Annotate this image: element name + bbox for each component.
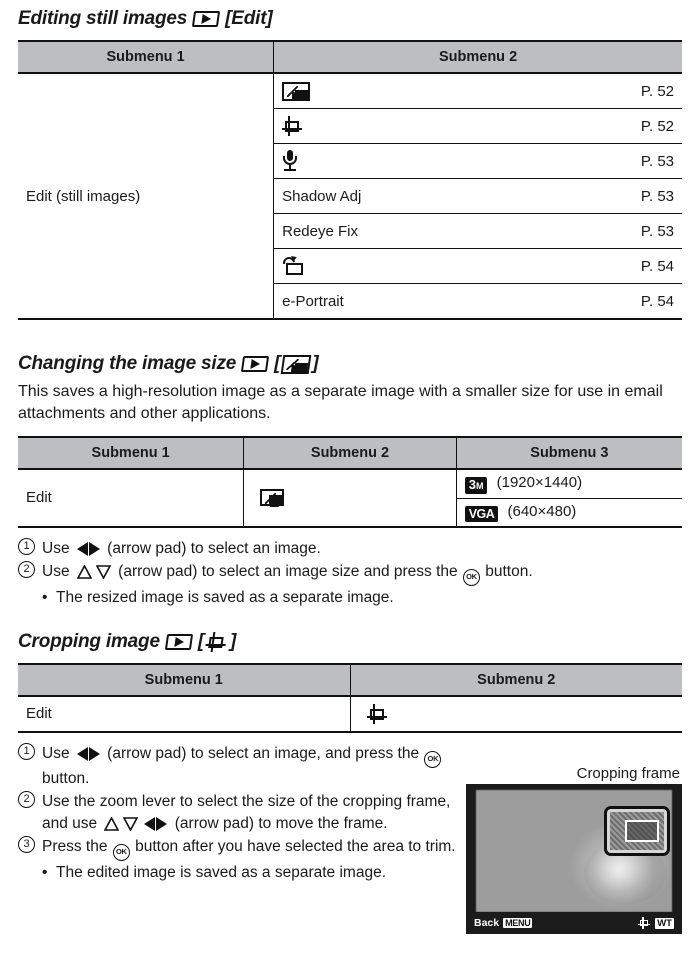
steps-changing-image-size xyxy=(18,538,682,609)
heading-label: Cropping image xyxy=(18,630,160,652)
step-item xyxy=(18,791,463,835)
heading-bracket xyxy=(274,353,318,375)
resize-icon xyxy=(281,355,312,374)
bracket-close: ] xyxy=(312,353,319,374)
cropping-frame-widget xyxy=(604,806,670,856)
arrow-pad-left-right-icon xyxy=(144,817,167,831)
crop-icon xyxy=(359,700,675,728)
step-item xyxy=(18,836,463,861)
cell-submenu1-value xyxy=(18,696,350,732)
cell-submenu2[interactable] xyxy=(274,109,682,144)
crop-thumbnail xyxy=(610,812,664,850)
cell-submenu1-value xyxy=(18,73,274,319)
crop-icon xyxy=(205,632,230,652)
table-image-size-wrap xyxy=(18,436,682,528)
cell-submenu2[interactable] xyxy=(274,284,682,320)
bullet-text: The edited image is saved as a separate image. xyxy=(56,863,386,881)
cell-submenu2[interactable] xyxy=(274,179,682,214)
page-reference: P. 52 xyxy=(640,117,674,135)
table-cropping-wrap xyxy=(18,663,682,733)
ok-button-icon: OK xyxy=(463,569,480,586)
page-reference: P. 53 xyxy=(640,187,674,205)
cell-submenu2-icon xyxy=(244,469,456,527)
bullet-dot: • xyxy=(42,863,48,881)
submenu1-label: Edit xyxy=(26,705,52,723)
page-reference: P. 54 xyxy=(640,292,674,310)
page-reference: P. 52 xyxy=(640,82,674,100)
rotate-icon xyxy=(282,252,306,280)
badge-vga: VGA xyxy=(465,506,499,522)
playback-icon xyxy=(165,634,193,650)
column-header-submenu2: Submenu 2 xyxy=(274,42,682,73)
zoom-control[interactable] xyxy=(638,917,674,929)
table-header-row xyxy=(18,665,682,696)
page-reference: P. 53 xyxy=(640,222,674,240)
bracket-close: ] xyxy=(229,630,237,652)
crop-icon xyxy=(282,112,304,140)
table-edit-still-images xyxy=(18,42,682,320)
step-text: Use (arrow pad) to select an image size and press the OK button. xyxy=(42,561,682,586)
heading-bracket xyxy=(225,8,272,30)
step-number: 2 xyxy=(18,561,35,578)
back-label: Back xyxy=(474,917,500,929)
heading-changing-image-size xyxy=(18,353,682,375)
cell-submenu3-option[interactable] xyxy=(456,469,682,499)
ok-button-icon: OK xyxy=(113,844,130,861)
page-reference: P. 54 xyxy=(640,257,674,275)
cell-submenu1-value xyxy=(18,469,244,527)
step-number: 1 xyxy=(18,538,35,555)
wt-chip: WT xyxy=(657,917,672,929)
ok-button-icon: OK xyxy=(424,751,441,768)
camera-screen-preview xyxy=(466,784,682,934)
table-row xyxy=(18,469,682,499)
table-row xyxy=(18,73,682,109)
table-edit-still-images-wrap xyxy=(18,40,682,320)
bracket-open: [ xyxy=(274,353,281,374)
crop-selection-rect xyxy=(625,820,659,842)
column-header-submenu2: Submenu 2 xyxy=(244,438,456,469)
bullet-item xyxy=(42,587,682,609)
steps-cropping-image xyxy=(18,743,463,884)
arrow-pad-left-right-icon xyxy=(77,542,100,556)
cell-submenu2-icon xyxy=(350,696,682,732)
bracket-label: Edit xyxy=(231,8,267,29)
table-row xyxy=(18,696,682,732)
arrow-pad-left-right-icon xyxy=(77,747,100,761)
triangle-up-icon xyxy=(104,817,119,831)
submenu2-label-shadow-adj: Shadow Adj xyxy=(282,187,362,205)
heading-label: Editing still images xyxy=(18,8,188,29)
bracket-open: [ xyxy=(197,630,204,652)
column-header-submenu1: Submenu 1 xyxy=(18,42,274,73)
menu-chip: MENU xyxy=(505,918,531,928)
step-number: 1 xyxy=(18,743,35,760)
callout-label: Cropping frame xyxy=(576,765,680,782)
intro-paragraph: This saves a high-resolution image as a separate image with a smaller size for use in email attachments and other applications. xyxy=(18,383,663,423)
heading-editing-still-images xyxy=(18,8,682,30)
cell-submenu2[interactable] xyxy=(274,73,682,109)
step-item xyxy=(18,561,682,586)
table-header-row xyxy=(18,42,682,73)
column-header-submenu1: Submenu 1 xyxy=(18,665,350,696)
triangle-up-icon xyxy=(77,565,92,579)
step-text: Use the zoom lever to select the size of the cropping frame, and use (arrow pad) to move the frame. xyxy=(42,792,451,832)
step-number: 3 xyxy=(18,836,35,853)
triangle-down-icon xyxy=(96,565,111,579)
submenu1-label: Edit xyxy=(26,489,52,507)
step-item xyxy=(18,538,682,560)
heading-label: Changing the image size xyxy=(18,353,237,374)
bullet-dot: • xyxy=(42,588,48,606)
column-header-submenu3: Submenu 3 xyxy=(456,438,682,469)
table-cropping xyxy=(18,665,682,733)
cell-submenu2[interactable] xyxy=(274,249,682,284)
bullet-text: The resized image is saved as a separate image. xyxy=(56,588,394,606)
step-text: Press the OK button after you have selected the area to trim. xyxy=(42,836,463,861)
resize-icon xyxy=(282,77,310,105)
column-header-submenu2: Submenu 2 xyxy=(350,665,682,696)
step-number: 2 xyxy=(18,791,35,808)
table-image-size xyxy=(18,438,682,528)
submenu1-label: Edit (still images) xyxy=(26,187,141,205)
manual-page xyxy=(0,8,700,976)
heading-cropping-image xyxy=(18,631,682,653)
badge-3m: 3M xyxy=(465,477,488,494)
step-text: Use (arrow pad) to select an image. xyxy=(42,539,321,557)
back-control[interactable] xyxy=(474,917,532,929)
playback-icon xyxy=(192,11,220,27)
cell-submenu3-option[interactable] xyxy=(456,498,682,527)
column-header-submenu1: Submenu 1 xyxy=(18,438,244,469)
cropping-frame-illustration xyxy=(466,765,682,934)
arrow-pad-up-down-icon xyxy=(104,817,138,831)
cell-submenu2[interactable] xyxy=(274,214,682,249)
resize-icon xyxy=(252,484,447,512)
triangle-down-icon xyxy=(123,817,138,831)
step-text: Use (arrow pad) to select an image, and press the OK button. xyxy=(42,743,463,790)
bracket-open: [ xyxy=(225,8,232,29)
crop-icon xyxy=(638,917,651,929)
playback-icon xyxy=(241,356,269,372)
resolution-label: (640×480) xyxy=(507,502,577,520)
submenu2-label-redeye-fix: Redeye Fix xyxy=(282,222,358,240)
heading-bracket xyxy=(198,631,236,653)
mic-icon xyxy=(282,147,298,175)
page-reference: P. 53 xyxy=(640,152,674,170)
arrow-pad-up-down-icon xyxy=(77,565,111,579)
bullet-item xyxy=(42,862,463,884)
camera-status-bar xyxy=(466,912,682,934)
step-item xyxy=(18,743,463,790)
table-header-row xyxy=(18,438,682,469)
cell-submenu2[interactable] xyxy=(274,144,682,179)
resolution-label: (1920×1440) xyxy=(496,473,583,491)
submenu2-label-e-portrait: e-Portrait xyxy=(282,292,344,310)
bracket-close: ] xyxy=(266,8,273,29)
